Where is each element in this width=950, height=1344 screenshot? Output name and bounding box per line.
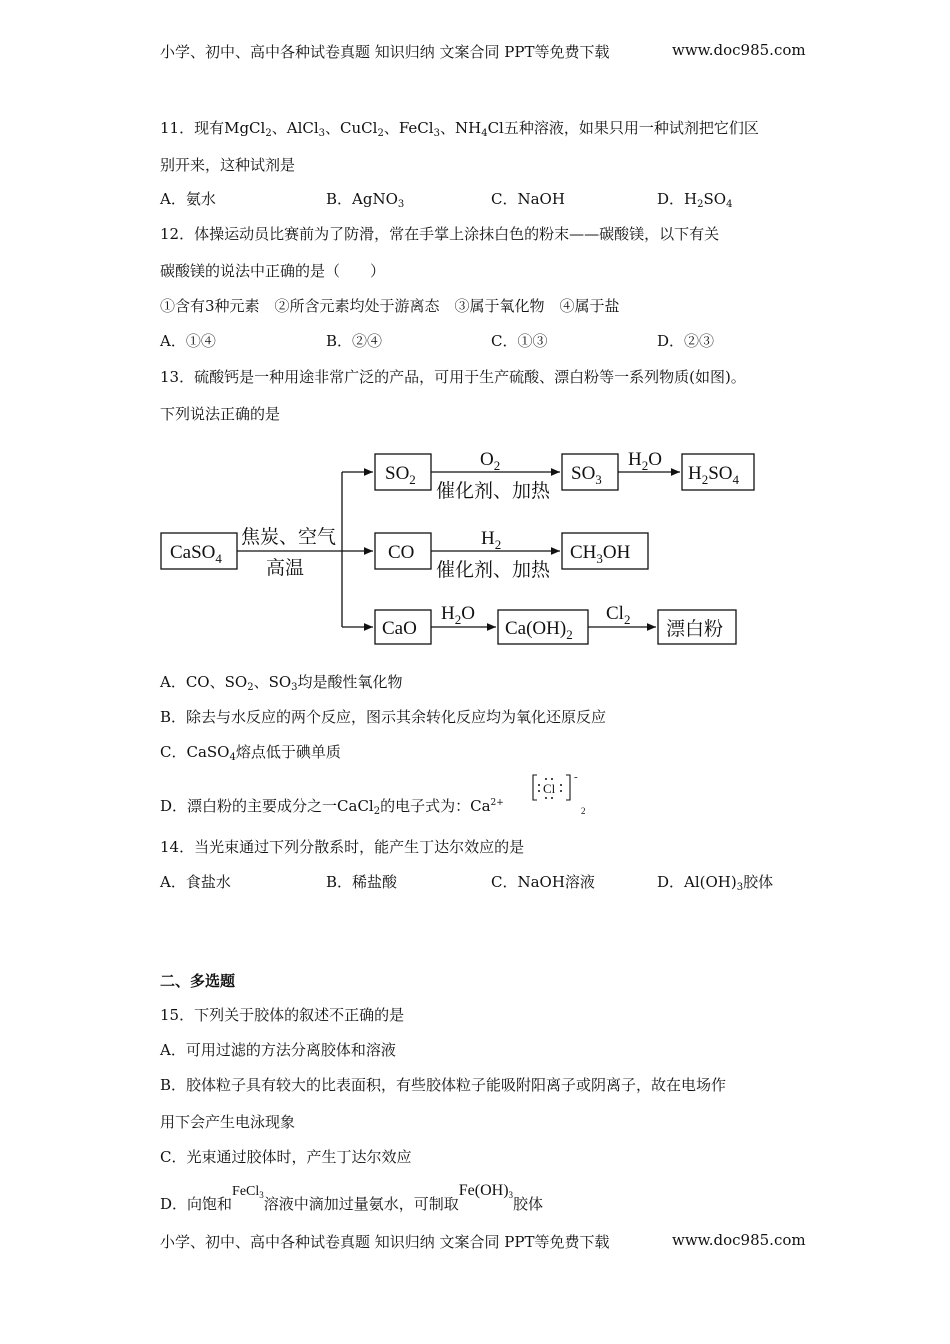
q13-option-c[interactable]: C．CaSO$_4$熔点低于碘单质 [160,743,341,763]
caoh2-label: $Ca(OH)_2$ [505,618,573,642]
footer-url[interactable]: www.doc985.com [672,1231,806,1249]
cao-label: CaO [382,618,417,639]
cond-top: 焦炭、空气 [241,527,337,548]
count-two: 2 [581,806,586,816]
caso4-label: CaSO$_4$ [170,542,222,566]
cl-symbol: Cl [543,781,556,796]
q14-option-b[interactable]: B．稀盐酸 [326,873,398,891]
q15-option-d[interactable]: D．向饱和FeCl$_3$溶液中滴加过量氨水，可制取Fe(OH)3胶体 [160,1182,544,1213]
q14-option-c[interactable]: C．NaOH溶液 [491,873,595,891]
q12-stem-line2: 碳酸镁的说法中正确的是（ ） [160,262,386,280]
q15-option-a[interactable]: A．可用过滤的方法分离胶体和溶液 [160,1041,396,1059]
q12-option-d[interactable]: D．②③ [657,332,715,350]
q14-option-d[interactable]: D．$Al(OH)_3$胶体 [657,873,774,893]
header-text: 小学、初中、高中各种试卷真题 知识归纳 文案合同 PPT等免费下载 [160,43,610,61]
cl2-label: $Cl_2$ [606,603,631,627]
q14-option-a[interactable]: A．食盐水 [160,873,231,891]
h2o-label-2: $H_2O$ [441,603,475,627]
page-header [160,41,806,62]
ch3oh-label: $CH_3OH$ [570,542,631,566]
charge-minus: - [574,771,578,783]
q13-flow-diagram [150,440,770,655]
h2-label: $H_2$ [481,528,502,552]
q12-statements: ①含有3种元素 ②所含元素均处于游离态 ③属于氧化物 ④属于盐 [160,297,620,315]
q12-option-b[interactable]: B．②④ [326,332,383,350]
q11-option-c[interactable]: C．NaOH [491,190,565,208]
q13-option-a[interactable]: A．CO、$SO_2$、$SO_3$均是酸性氧化物 [160,673,403,693]
q15-stem: 15．下列关于胶体的叙述不正确的是 [160,1006,405,1024]
q12-option-c[interactable]: C．①③ [491,332,548,350]
page-footer [160,1231,806,1252]
co-label: CO [388,542,415,563]
footer-text: 小学、初中、高中各种试卷真题 知识归纳 文案合同 PPT等免费下载 [160,1233,610,1251]
q11-stem: 11．现有MgCl$_2$、AlCl$_3$、CuCl$_2$、FeCl$_3$、$NH_4Cl$五种溶液，如果只用一种试剂把它们区 [160,119,759,139]
q11-option-b[interactable]: B．AgNO$_3$ [326,190,405,210]
q13-stem: 13．硫酸钙是一种用途非常广泛的产品，可用于生产硫酸、漂白粉等一系列物质(如图)。 [160,368,746,386]
q13-option-b[interactable]: B．除去与水反应的两个反应，图示其余转化反应均为氧化还原反应 [160,708,607,726]
q11-stem-line2: 别开来，这种试剂是 [160,156,296,174]
so2-label: $SO_2$ [385,463,416,487]
q11-option-a[interactable]: A．氨水 [160,190,216,208]
bleach-label: 漂白粉 [666,619,724,640]
cond-bottom: 高温 [266,558,305,579]
q13-option-d[interactable]: D．漂白粉的主要成分之一CaCl$_2$的电子式为：$Ca^{2+}$ [160,797,504,817]
q11-option-d[interactable]: D．$H_2SO_4$ [657,190,733,210]
o2-label: $O_2$ [480,449,501,473]
h2so4-label: $H_2SO_4$ [688,463,740,487]
chloride-electron-formula [530,770,590,816]
h2o-label-1: $H_2O$ [628,449,662,473]
q12-stem: 12．体操运动员比赛前为了防滑，常在手掌上涂抹白色的粉末——碳酸镁，以下有关 [160,225,720,243]
cat-heat-2: 催化剂、加热 [436,560,551,581]
section-title: 二、多选题 [160,972,236,990]
q15-option-b[interactable]: B．胶体粒子具有较大的比表面积，有些胶体粒子能吸附阳离子或阴离子，故在电场作 [160,1076,727,1094]
q12-option-a[interactable]: A．①④ [160,332,216,350]
q15-option-b-line2: 用下会产生电泳现象 [160,1113,296,1131]
q14-stem: 14．当光束通过下列分散系时，能产生丁达尔效应的是 [160,838,525,856]
cat-heat-1: 催化剂、加热 [436,481,551,502]
q15-option-c[interactable]: C．光束通过胶体时，产生丁达尔效应 [160,1148,412,1166]
q13-stem-line2: 下列说法正确的是 [160,405,281,423]
so3-label: $SO_3$ [571,463,602,487]
header-url[interactable]: www.doc985.com [672,41,806,59]
